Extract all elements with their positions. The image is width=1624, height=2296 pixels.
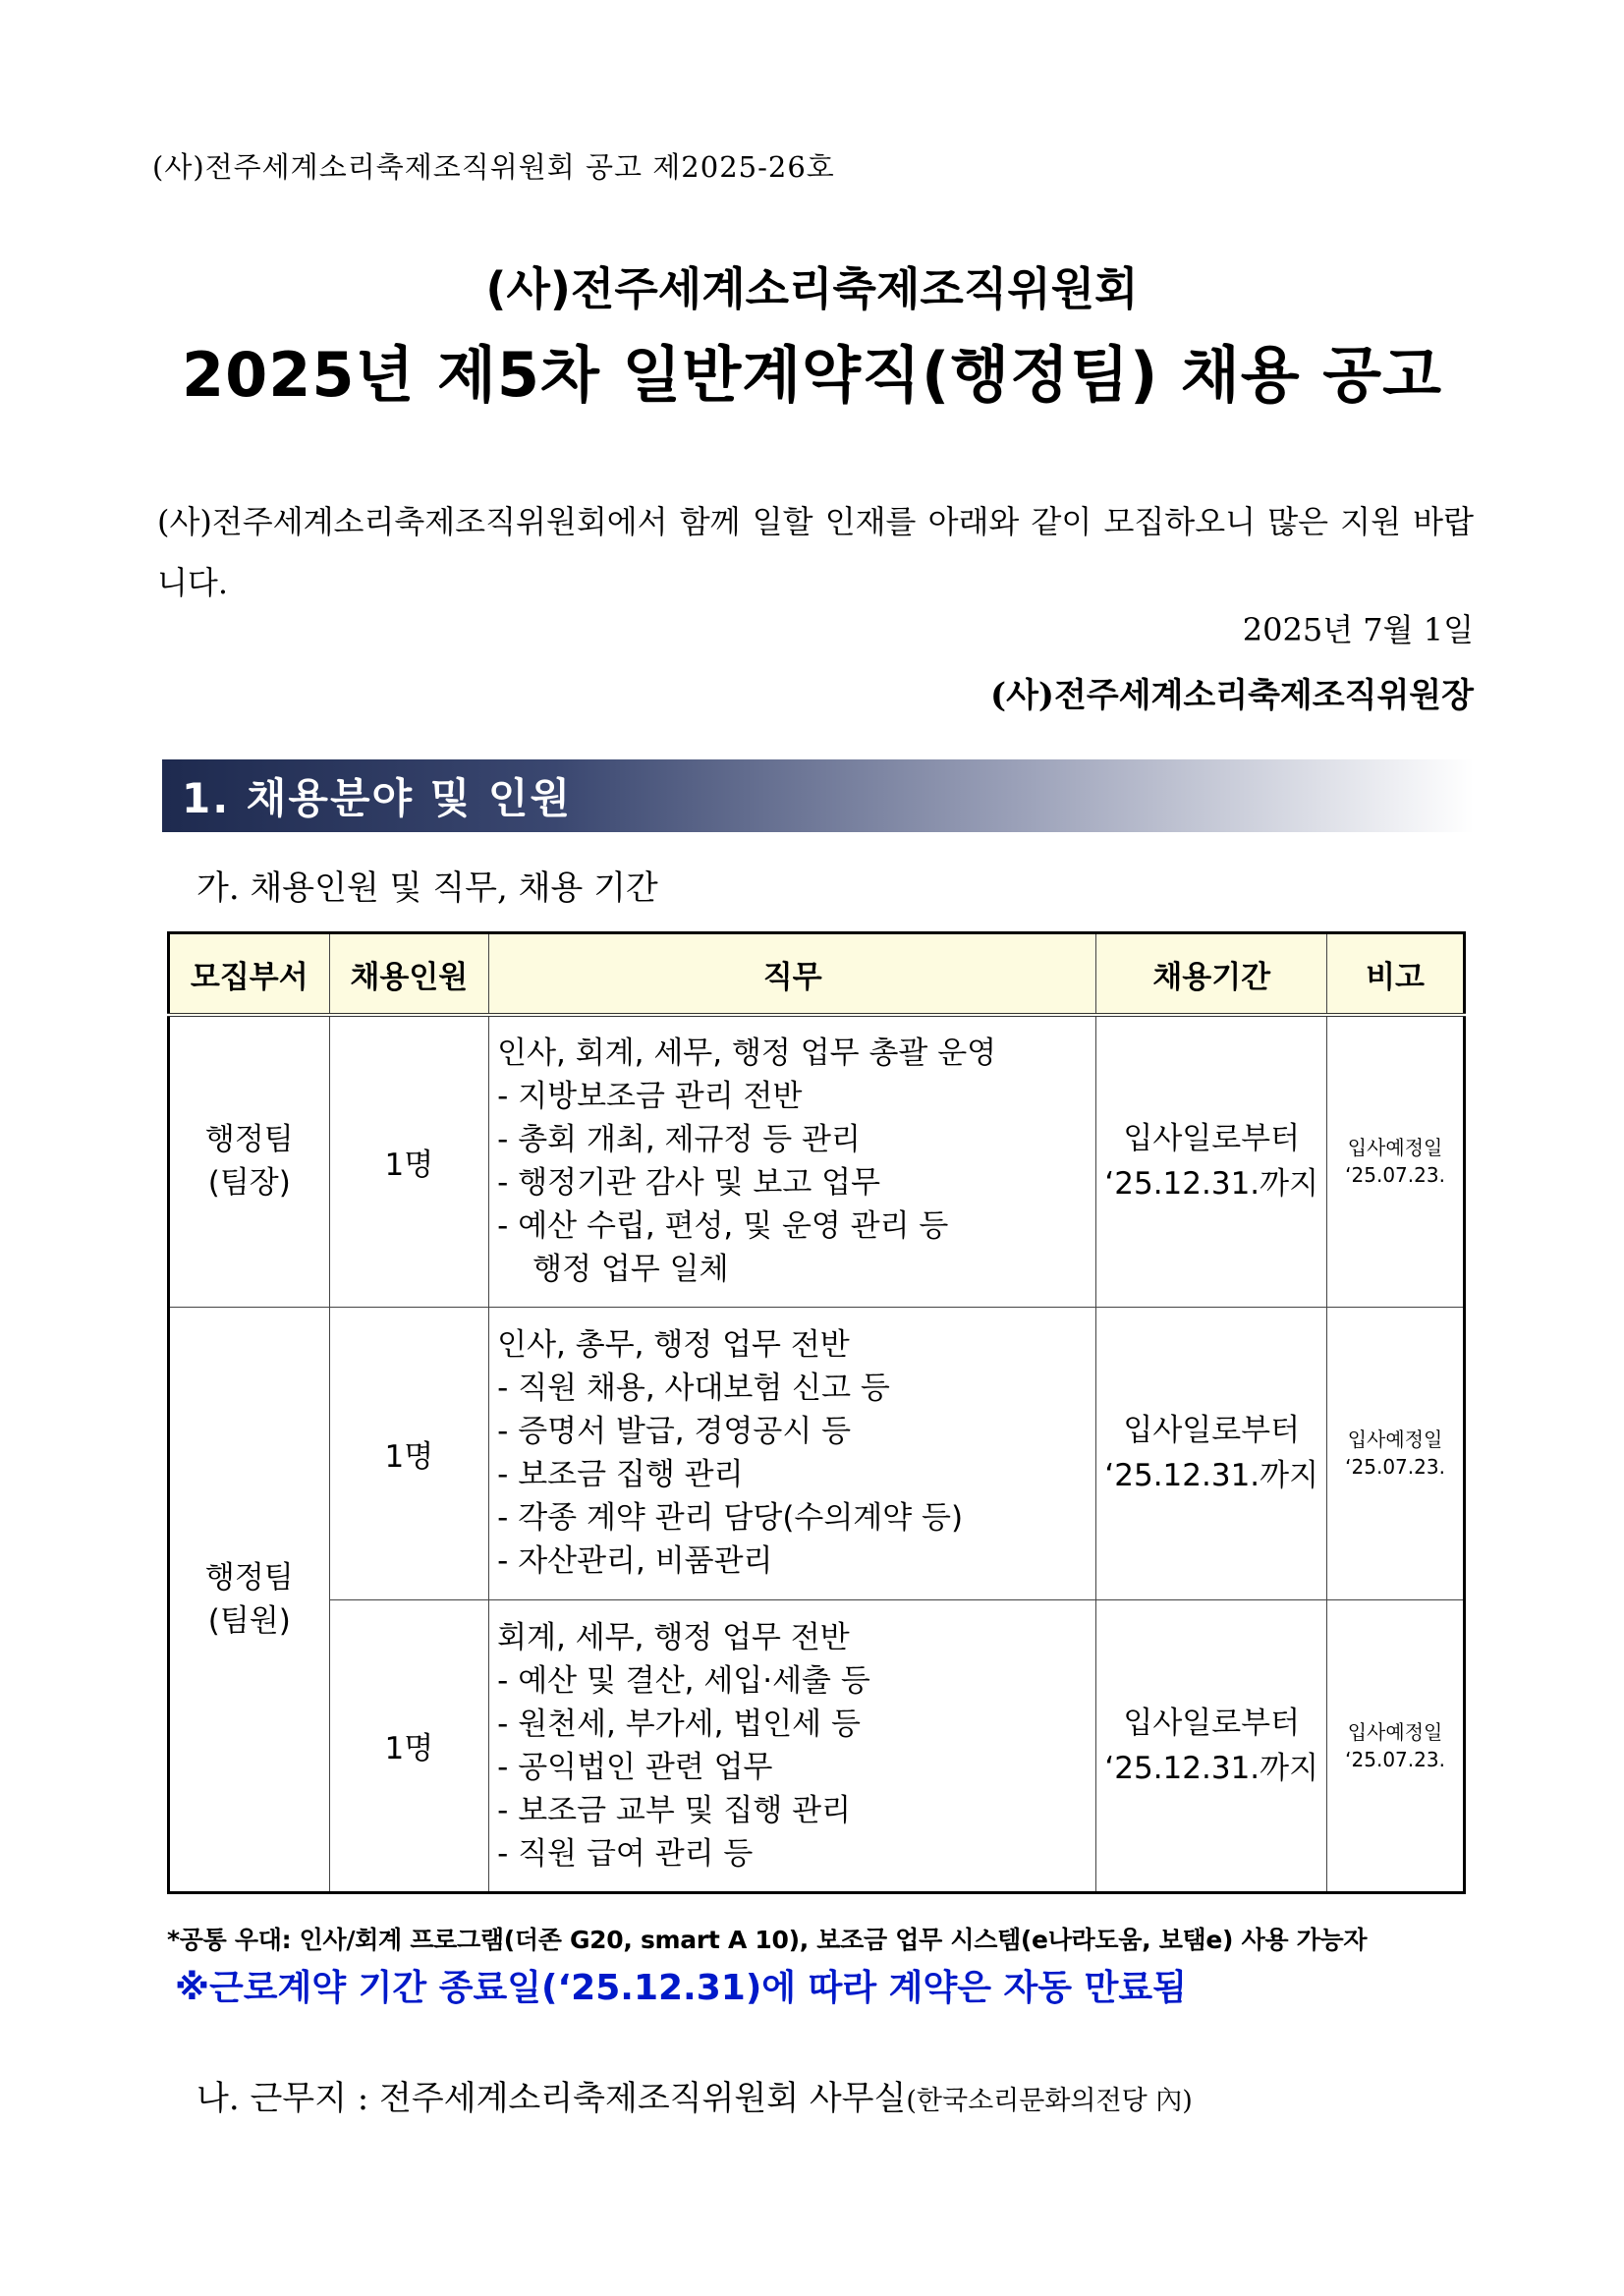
period-start: 입사일로부터 — [1123, 1705, 1301, 1741]
period-cell — [1096, 1599, 1327, 1892]
header-dept: 모집부서 — [169, 933, 330, 1016]
duty-item: - 원천세, 부가세, 법인세 등 — [497, 1706, 861, 1742]
count-cell: 1명 — [329, 1307, 489, 1599]
duty-item: - 직원 채용, 사대보험 신고 등 — [497, 1371, 890, 1406]
duty-cell — [489, 1307, 1096, 1599]
duty-item: - 예산 및 결산, 세입·세출 등 — [497, 1662, 870, 1699]
workplace-detail: (한국소리문화의전당 內) — [906, 2086, 1193, 2116]
duty-item: - 보조금 집행 관리 — [497, 1457, 744, 1492]
workplace-line — [196, 2071, 1193, 2119]
note-label: 입사예정일 — [1347, 1136, 1443, 1160]
dept-cell: 행정팀 (팀원) — [169, 1307, 330, 1892]
note-label: 입사예정일 — [1347, 1719, 1443, 1744]
notice-title: 2025년 제5차 일반계약직(행정팀) 채용 공고 — [181, 339, 1443, 411]
duty-item: - 각종 계약 관리 담당(수의계약 등) — [497, 1500, 964, 1536]
recruitment-table — [167, 931, 1466, 1894]
note-date: ‘25.07.23. — [1345, 1163, 1445, 1188]
duty-item: - 직원 급여 관리 등 — [497, 1835, 754, 1872]
signature: (사)전주세계소리축제조직위원장 — [990, 676, 1474, 715]
table-row — [169, 1307, 1465, 1599]
count-cell: 1명 — [329, 1599, 489, 1892]
note-cell — [1327, 1307, 1465, 1599]
duty-item: - 총회 개최, 제규정 등 관리 — [497, 1122, 861, 1158]
period-end: ‘25.12.31.까지 — [1104, 1166, 1319, 1203]
contract-warning: ※근로계약 기간 종료일(‘25.12.31)에 따라 계약은 자동 만료됨 — [175, 1968, 1187, 2008]
period-start: 입사일로부터 — [1123, 1413, 1301, 1448]
table-row — [169, 1599, 1465, 1892]
note-cell — [1327, 1599, 1465, 1892]
section-header-bar — [162, 759, 1474, 832]
common-preference-note: *공통 우대: 인사/회계 프로그램(더존 G20, smart A 10), 보조금 업무 시스템(e나라도움, 보탬e) 사용 가능자 — [167, 1926, 1368, 1954]
table-row — [169, 1015, 1465, 1307]
note-date: ‘25.07.23. — [1345, 1455, 1445, 1479]
note-date: ‘25.07.23. — [1345, 1747, 1445, 1771]
duty-lead: 회계, 세무, 행정 업무 전반 — [497, 1619, 850, 1655]
duty-item-continuation: 행정 업무 일체 — [532, 1252, 729, 1288]
organization-title: (사)전주세계소리축제조직위원회 — [485, 262, 1139, 315]
notice-number: (사)전주세계소리축제조직위원회 공고 제2025-26호 — [152, 150, 835, 184]
note-label: 입사예정일 — [1347, 1428, 1443, 1451]
period-cell — [1096, 1015, 1327, 1307]
duty-item: - 공익법인 관련 업무 — [497, 1749, 773, 1785]
header-period: 채용기간 — [1096, 933, 1327, 1016]
section-title: 1. 채용분야 및 인원 — [182, 774, 573, 822]
header-duty: 직무 — [489, 933, 1096, 1016]
duty-item: - 증명서 발급, 경영공시 등 — [497, 1414, 852, 1449]
duty-item: - 지방보조금 관리 전반 — [497, 1079, 803, 1115]
duty-item: - 예산 수립, 편성, 및 운영 관리 등 — [497, 1208, 949, 1245]
duty-item: - 자산관리, 비품관리 — [497, 1543, 773, 1579]
duty-lead: 인사, 총무, 행정 업무 전반 — [497, 1327, 850, 1363]
count-cell: 1명 — [329, 1015, 489, 1307]
duty-cell — [489, 1015, 1096, 1307]
period-end: ‘25.12.31.까지 — [1104, 1458, 1319, 1493]
duty-item: - 행정기관 감사 및 보고 업무 — [497, 1165, 881, 1202]
header-note: 비고 — [1327, 933, 1465, 1016]
table-header-row — [169, 933, 1465, 1016]
period-cell — [1096, 1307, 1327, 1599]
duty-item: - 보조금 교부 및 집행 관리 — [497, 1792, 852, 1828]
header-count: 채용인원 — [329, 933, 489, 1016]
intro-paragraph: (사)전주세계소리축제조직위원회에서 함께 일할 인재를 아래와 같이 모집하오니 많은 지원 바랍니다. — [157, 503, 1474, 601]
period-end: ‘25.12.31.까지 — [1104, 1750, 1319, 1786]
note-cell — [1327, 1015, 1465, 1307]
notice-date: 2025년 7월 1일 — [1242, 611, 1474, 648]
workplace-label: 나. 근무지 : 전주세계소리축제조직위원회 사무실 — [196, 2079, 907, 2118]
period-start: 입사일로부터 — [1123, 1121, 1301, 1157]
duty-cell — [489, 1599, 1096, 1892]
dept-cell: 행정팀 (팀장) — [169, 1015, 330, 1307]
duty-lead: 인사, 회계, 세무, 행정 업무 총괄 운영 — [497, 1036, 997, 1072]
subsection-heading: 가. 채용인원 및 직무, 채용 기간 — [196, 868, 658, 908]
